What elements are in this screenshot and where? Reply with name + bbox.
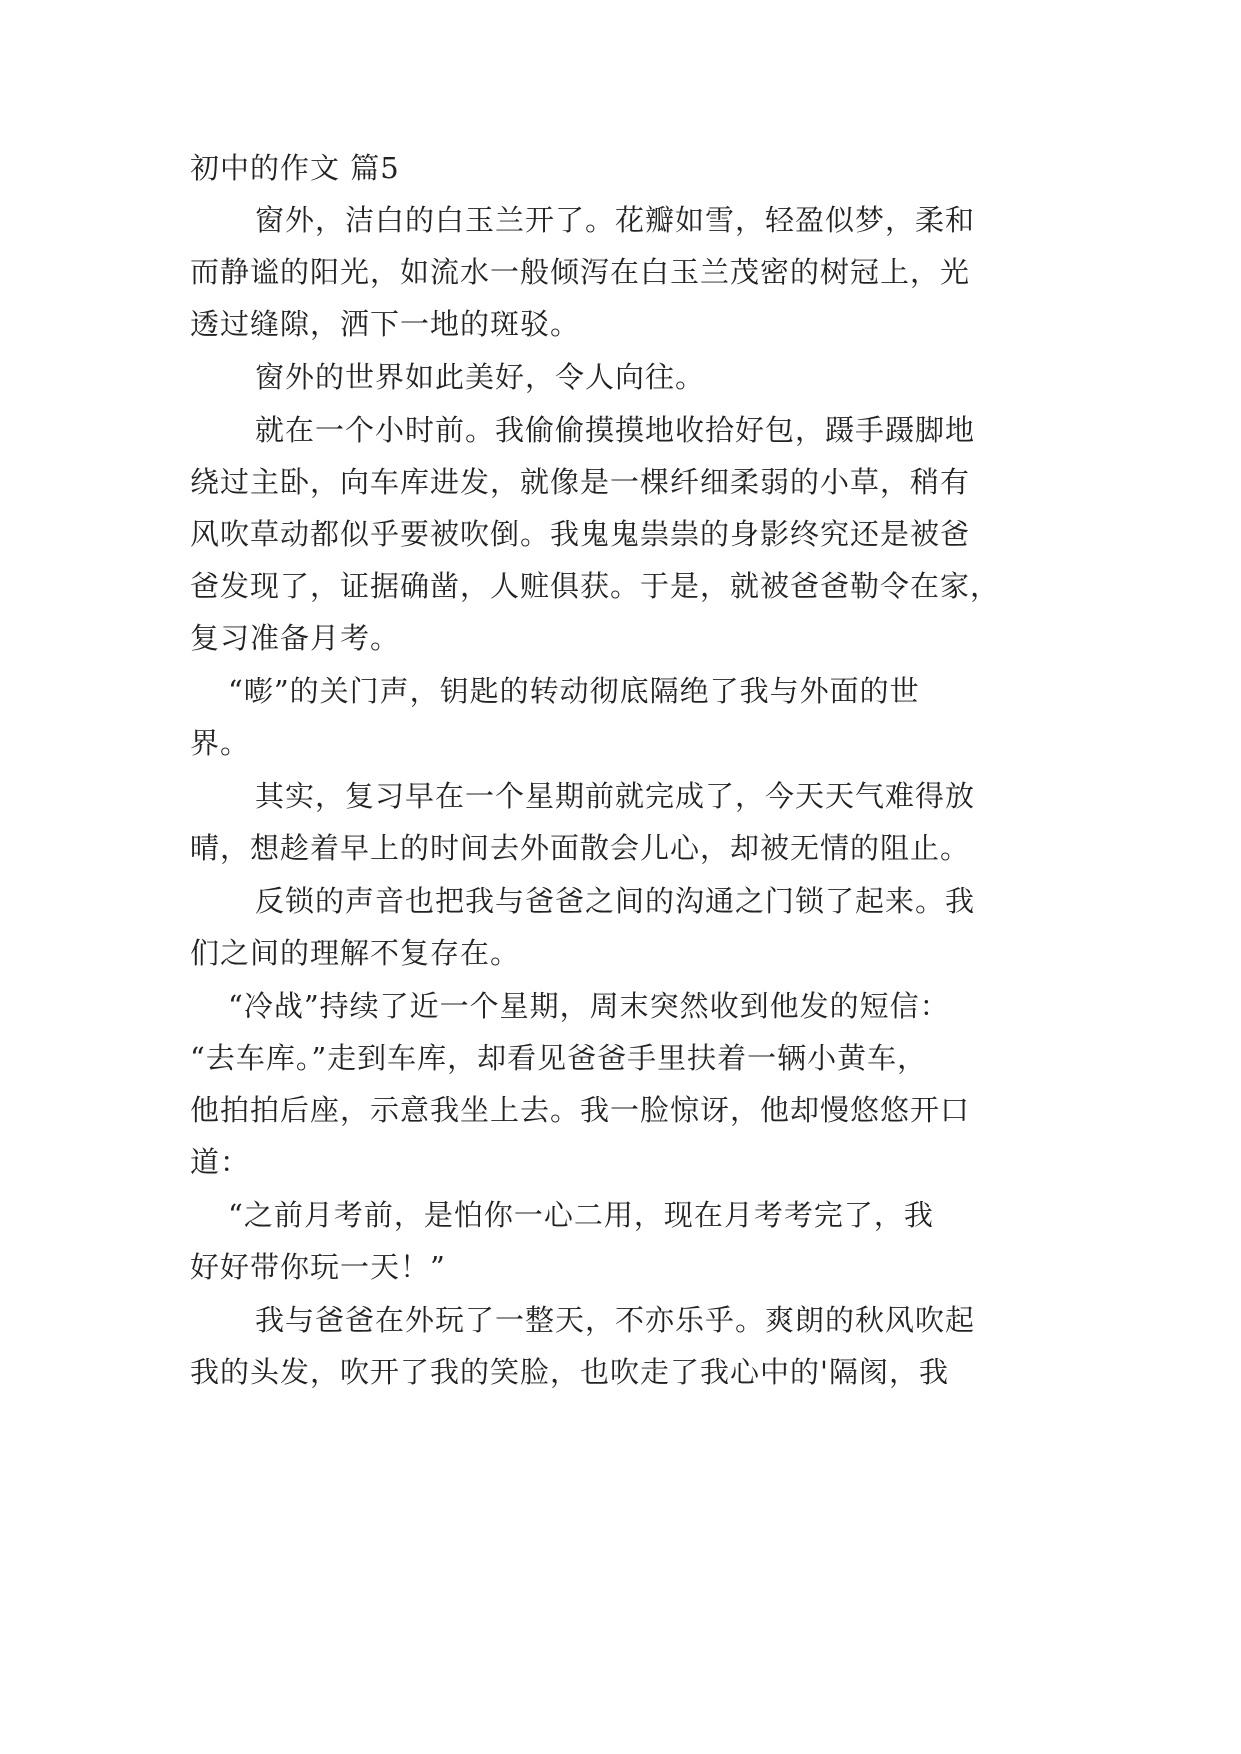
- text-line: 们之间的理解不复存在。: [190, 936, 521, 970]
- text-line: 窗外的世界如此美好，令人向往。: [255, 360, 706, 394]
- document-title: 初中的作文 篇5: [190, 151, 400, 185]
- text-line: 透过缝隙，洒下一地的斑驳。: [190, 307, 581, 341]
- text-line: 我与爸爸在外玩了一整天，不亦乐乎。爽朗的秋风吹起: [255, 1303, 976, 1337]
- text-line: 晴，想趁着早上的时间去外面散会儿心，却被无情的阻止。: [190, 831, 971, 865]
- text-line: “嘭”的关门声，钥匙的转动彻底隔绝了我与外面的世: [228, 674, 920, 708]
- text-line: “之前月考前，是怕你一心二用，现在月考考完了，我: [228, 1198, 934, 1232]
- text-line: 我的头发，吹开了我的笑脸，也吹走了我心中的'隔阂，我: [190, 1355, 949, 1389]
- text-line: 反锁的声音也把我与爸爸之间的沟通之门锁了起来。我: [255, 884, 976, 918]
- text-line: 而静谧的阳光，如流水一般倾泻在白玉兰茂密的树冠上，光: [190, 255, 971, 289]
- text-line: 就在一个小时前。我偷偷摸摸地收拾好包，蹑手蹑脚地: [255, 413, 976, 447]
- text-line: “冷战”持续了近一个星期，周末突然收到他发的短信：: [228, 989, 950, 1023]
- text-line: 其实，复习早在一个星期前就完成了，今天天气难得放: [255, 779, 976, 813]
- text-line: 界。: [190, 726, 251, 760]
- text-line: 窗外，洁白的白玉兰开了。花瓣如雪，轻盈似梦，柔和: [255, 203, 976, 237]
- text-line: 道：: [190, 1145, 251, 1179]
- text-line: 好好带你玩一天！”: [190, 1250, 446, 1284]
- text-line: 复习准备月考。: [190, 621, 401, 655]
- text-line: “去车库。”走到车库，却看见爸爸手里扶着一辆小黄车，: [190, 1041, 928, 1075]
- text-line: 风吹草动都似乎要被吹倒。我鬼鬼祟祟的身影终究还是被爸: [190, 517, 971, 551]
- text-line: 他拍拍后座，示意我坐上去。我一脸惊讶，他却慢悠悠开口: [190, 1093, 971, 1127]
- text-line: 爸发现了，证据确凿，人赃俱获。于是，就被爸爸勒令在家，: [190, 569, 1001, 603]
- text-line: 绕过主卧，向车库进发，就像是一棵纤细柔弱的小草，稍有: [190, 465, 971, 499]
